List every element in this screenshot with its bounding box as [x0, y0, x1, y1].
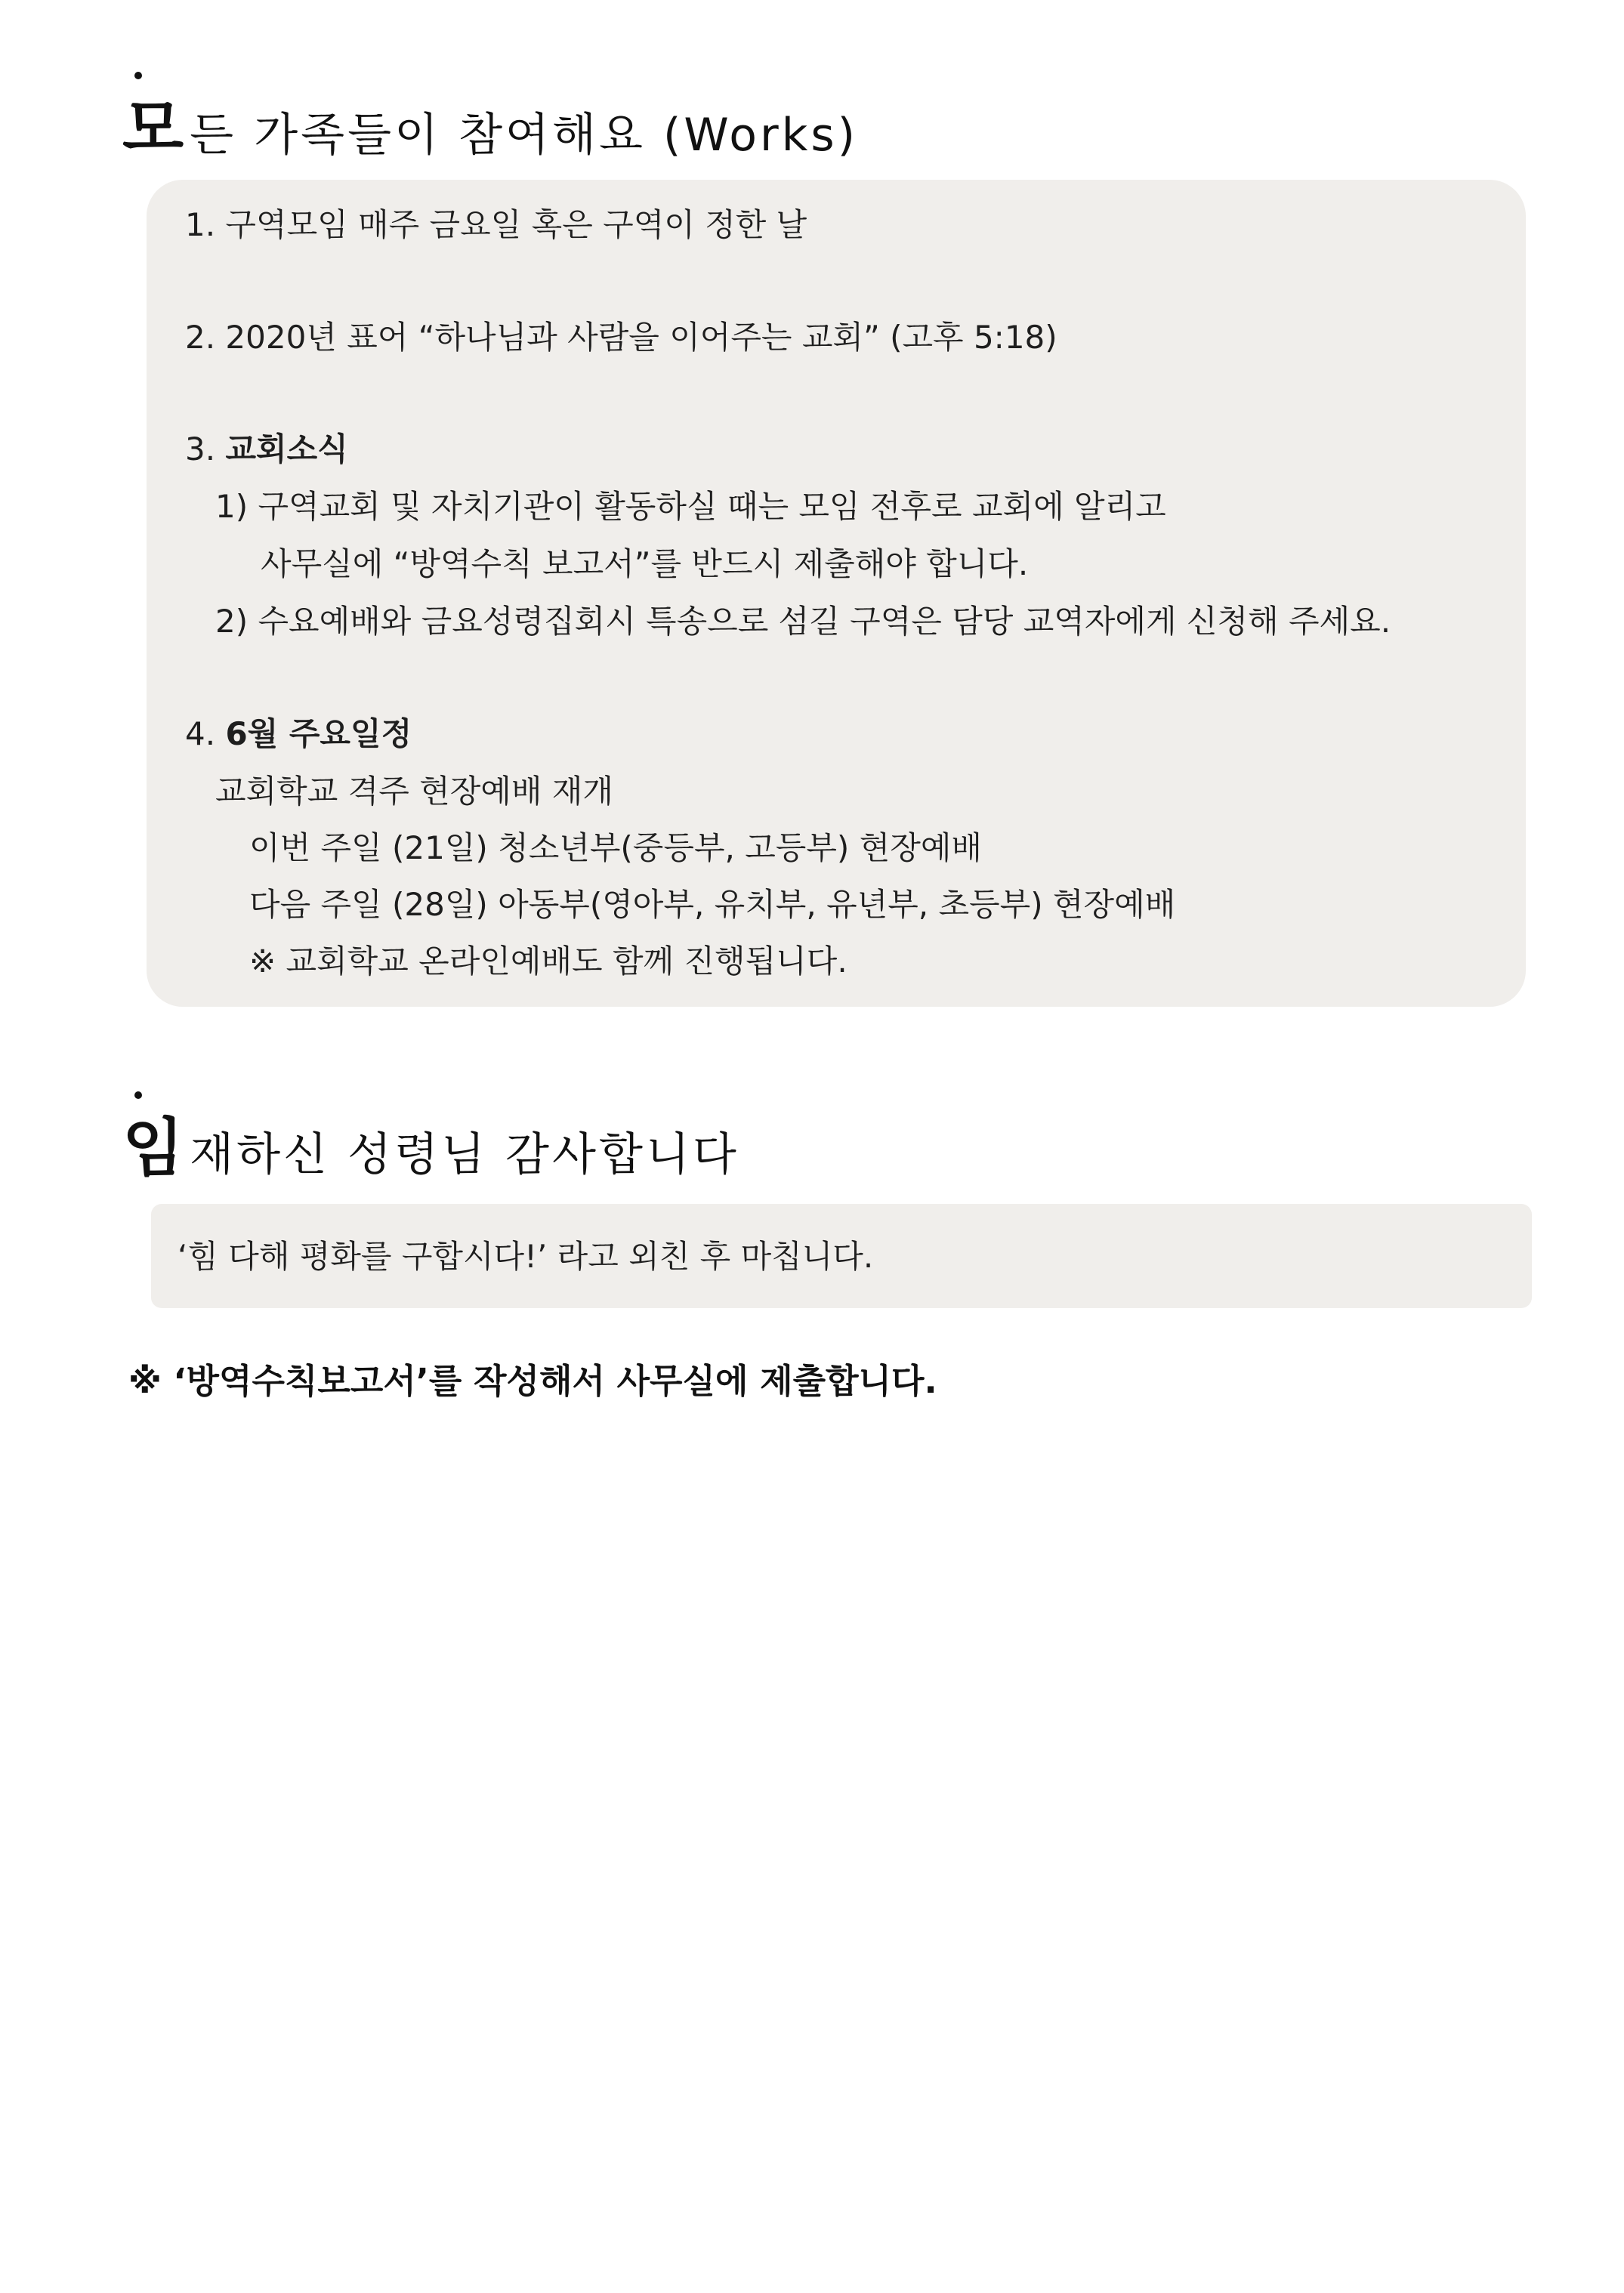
closing-text: ‘힘 다해 평화를 구합시다!’ 라고 외친 후 마칩니다. [178, 1238, 874, 1275]
heading-text: 든 가족들이 참여해요 (Works) [190, 109, 859, 162]
item-3-number: 3. [185, 431, 226, 468]
heading-text: 재하신 성령님 감사합니다 [190, 1128, 739, 1181]
item-4-line-2: 이번 주일 (21일) 청소년부(중등부, 고등부) 현장예배 [249, 829, 982, 866]
item-3 [185, 431, 348, 468]
heading-initial [122, 1111, 187, 1185]
section-heading-works [122, 91, 859, 165]
heading-initial [122, 91, 187, 165]
decorative-dot [134, 72, 142, 79]
item-4 [185, 715, 412, 752]
item-4-title: 6월 주요일정 [225, 715, 412, 752]
item-4-line-3: 다음 주일 (28일) 아동부(영아부, 유치부, 유년부, 초등부) 현장예배 [249, 886, 1176, 923]
item-4-number: 4. [185, 715, 226, 752]
section-heading-spirit [122, 1111, 739, 1185]
decorative-dot [134, 1091, 142, 1099]
footer-note: ※ ‘방역수칙보고서’를 작성해서 사무실에 제출합니다. [128, 1361, 937, 1401]
item-3-sub-1-line-1: 1) 구역교회 및 자치기관이 활동하실 때는 모임 전후로 교회에 알리고 [215, 488, 1166, 525]
works-content-box [147, 180, 1526, 1007]
item-3-title: 교회소식 [225, 431, 348, 468]
item-4-line-1: 교회학교 격주 현장예배 재개 [215, 773, 613, 810]
item-1: 1. 구역모임 매주 금요일 혹은 구역이 정한 날 [185, 206, 807, 243]
item-3-sub-1-line-2: 사무실에 “방역수칙 보고서”를 반드시 제출해야 합니다. [261, 545, 1029, 582]
item-4-line-4: ※ 교회학교 온라인예배도 함께 진행됩니다. [249, 943, 848, 980]
heading-initial-letter: 모 [122, 91, 187, 165]
item-2: 2. 2020년 표어 “하나님과 사람을 이어주는 교회” (고후 5:18) [185, 319, 1057, 356]
heading-initial-letter: 임 [122, 1111, 187, 1185]
item-3-sub-2: 2) 수요예배와 금요성령집회시 특송으로 섬길 구역은 담당 교역자에게 신청해 주세요. [215, 603, 1391, 640]
